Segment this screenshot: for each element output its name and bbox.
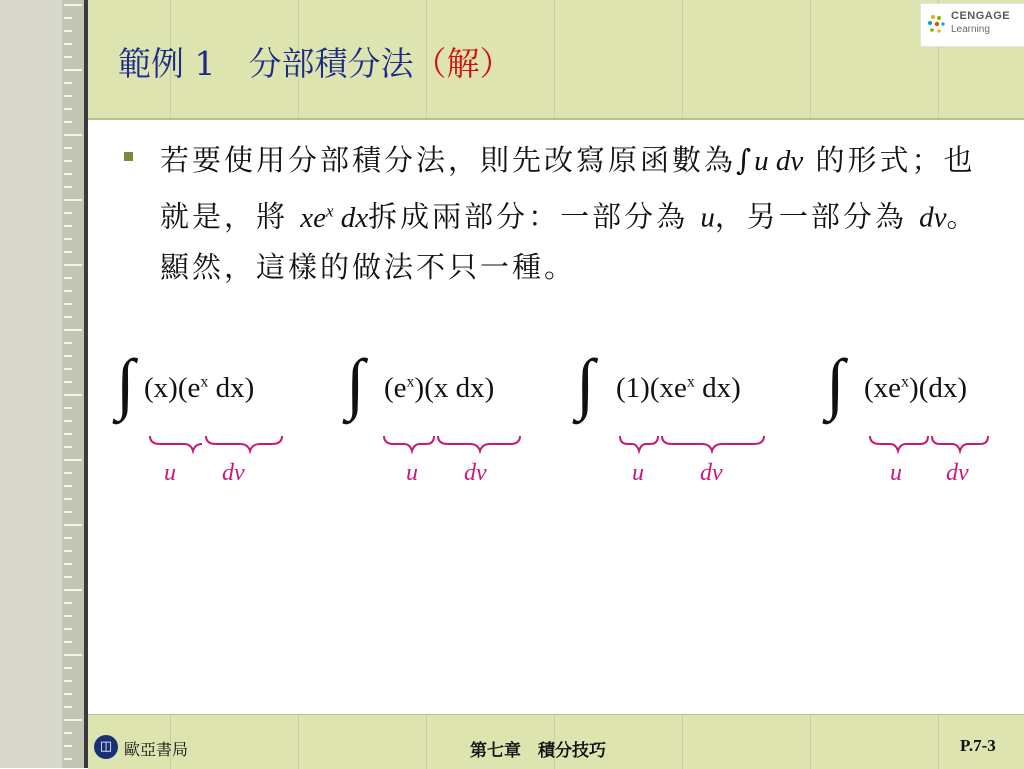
ruler-tick	[64, 537, 72, 539]
bullet-text-1: 若要使用分部積分法，則先改寫原函數為∫	[160, 143, 755, 177]
ruler-tick	[64, 30, 72, 32]
bullet-text-4: ，另一部分為	[714, 199, 920, 234]
formula-expression	[616, 372, 741, 405]
ruler-tick	[64, 251, 72, 253]
ruler-tick	[64, 316, 72, 318]
ruler-tick	[64, 4, 82, 6]
expr-pre: (x)(e	[144, 372, 201, 404]
expr-post: dx)	[694, 372, 741, 404]
expr-pre: (xe	[864, 372, 902, 404]
ruler-tick	[64, 589, 82, 591]
ruler-tick	[64, 485, 72, 487]
ruler-tick	[64, 381, 72, 383]
ruler-tick	[64, 732, 72, 734]
slide-title-main: 範例 1 分部積分法	[118, 44, 414, 83]
ruler-tick	[64, 355, 72, 357]
math-sup-x: x	[325, 201, 334, 220]
publisher-name: 歐亞書局	[124, 740, 189, 759]
ruler-tick	[64, 134, 82, 136]
ruler-tick	[64, 95, 72, 97]
cengage-dots-icon	[927, 13, 947, 35]
dv-label: dv	[946, 460, 969, 486]
ruler-tick	[64, 342, 72, 344]
u-label: u	[406, 460, 418, 486]
underbrace-icon	[618, 434, 766, 456]
ruler-tick	[64, 433, 72, 435]
ruler-tick	[64, 69, 82, 71]
ruler-tick	[64, 56, 72, 58]
ruler-tick	[64, 160, 72, 162]
ruler-tick	[64, 407, 72, 409]
u-label: u	[164, 460, 176, 486]
cengage-logo	[920, 3, 1024, 47]
bullet-square-icon	[124, 152, 133, 161]
formula-expression	[864, 372, 967, 405]
math-u: u	[700, 201, 715, 234]
ruler-tick	[64, 680, 72, 682]
ruler-tick	[64, 329, 82, 331]
expr-sup: x	[686, 373, 695, 391]
publisher-logo-icon: ◫	[94, 735, 118, 759]
math-dv: dv	[919, 201, 947, 234]
logo-brand: CENGAGE	[951, 10, 1011, 22]
slide-footer	[88, 714, 1024, 769]
ruler-tick	[64, 602, 72, 604]
ruler-tick	[64, 472, 72, 474]
ruler-tick	[64, 17, 72, 19]
slide-title	[118, 38, 513, 85]
ruler-tick	[64, 121, 72, 123]
u-label: u	[890, 460, 902, 486]
expr-post: dx)	[208, 372, 255, 404]
ruler-tick	[64, 446, 72, 448]
left-ruler-decoration	[0, 0, 88, 768]
ruler-tick	[64, 745, 72, 747]
ruler-tick	[64, 394, 82, 396]
integral-sign: ∫	[346, 345, 365, 421]
formula-expression	[384, 372, 494, 405]
footer-grid-line	[298, 715, 299, 769]
expr-sup: x	[200, 373, 209, 391]
ruler-tick	[64, 524, 82, 526]
ruler-tick	[64, 82, 72, 84]
footer-grid-line	[682, 715, 683, 769]
page-number: P.7-3	[960, 736, 996, 755]
footer-grid-line	[938, 715, 939, 769]
slide-title-solution: （解）	[413, 44, 513, 83]
header-grid-line	[554, 0, 555, 118]
expr-sup: x	[406, 373, 415, 391]
ruler-tick	[64, 186, 72, 188]
slide-body	[88, 118, 1024, 716]
math-xex	[300, 202, 368, 234]
ruler-tick	[64, 498, 72, 500]
footer-grid-line	[810, 715, 811, 769]
ruler-tick	[64, 758, 72, 760]
ruler-tick	[64, 303, 72, 305]
ruler-tick	[64, 277, 72, 279]
ruler-tick	[64, 719, 82, 721]
chapter-title: 第七章 積分技巧	[470, 741, 606, 761]
expr-sup: x	[901, 373, 910, 391]
ruler-tick	[64, 43, 72, 45]
dv-label: dv	[700, 460, 723, 486]
bullet-text-2: 的形式；也就是，將	[160, 143, 976, 234]
underbrace-icon	[148, 434, 284, 456]
ruler-tick	[64, 459, 82, 461]
ruler-tick	[64, 628, 72, 630]
ruler-tick	[64, 147, 72, 149]
ruler-tick	[64, 238, 72, 240]
ruler-tick	[64, 290, 72, 292]
ruler-tick	[64, 199, 82, 201]
ruler-tick	[64, 511, 72, 513]
ruler-tick	[64, 576, 72, 578]
logo-sub: Learning	[951, 24, 990, 35]
formula-expression	[144, 372, 254, 405]
math-dx: dx	[333, 201, 369, 234]
ruler-band	[62, 0, 84, 768]
bullet-paragraph	[160, 136, 990, 292]
ruler-tick	[64, 615, 72, 617]
ruler-tick	[64, 368, 72, 370]
ruler-tick	[64, 654, 82, 656]
ruler-tick	[64, 563, 72, 565]
header-grid-line	[810, 0, 811, 118]
dv-label: dv	[222, 460, 245, 486]
ruler-tick	[64, 212, 72, 214]
ruler-tick	[64, 693, 72, 695]
ruler-tick	[64, 706, 72, 708]
ruler-tick	[64, 225, 72, 227]
expr-post: )(x dx)	[414, 372, 495, 404]
expr-pre: (e	[384, 372, 407, 404]
integral-sign: ∫	[826, 345, 845, 421]
bullet-text-3: 拆成兩部分：一部分為	[368, 199, 701, 234]
math-udv: u dv	[754, 145, 804, 177]
ruler-tick	[64, 420, 72, 422]
integral-sign: ∫	[576, 345, 595, 421]
ruler-tick	[64, 108, 72, 110]
underbrace-icon	[382, 434, 522, 456]
header-grid-line	[682, 0, 683, 118]
ruler-tick	[64, 264, 82, 266]
math-xe: xe	[300, 201, 326, 234]
footer-grid-line	[426, 715, 427, 769]
ruler-tick	[64, 550, 72, 552]
ruler-tick	[64, 667, 72, 669]
ruler-tick	[64, 173, 72, 175]
formula-row	[88, 345, 1024, 530]
ruler-tick	[64, 641, 72, 643]
bullet-text-5: 。顯然，這樣的做法不只一種。	[160, 199, 979, 284]
underbrace-icon	[868, 434, 992, 456]
integral-sign: ∫	[116, 345, 135, 421]
dv-label: dv	[464, 460, 487, 486]
u-label: u	[632, 460, 644, 486]
slide-header	[88, 0, 1024, 118]
expr-pre: (1)(xe	[616, 372, 687, 404]
expr-post: )(dx)	[909, 372, 968, 404]
